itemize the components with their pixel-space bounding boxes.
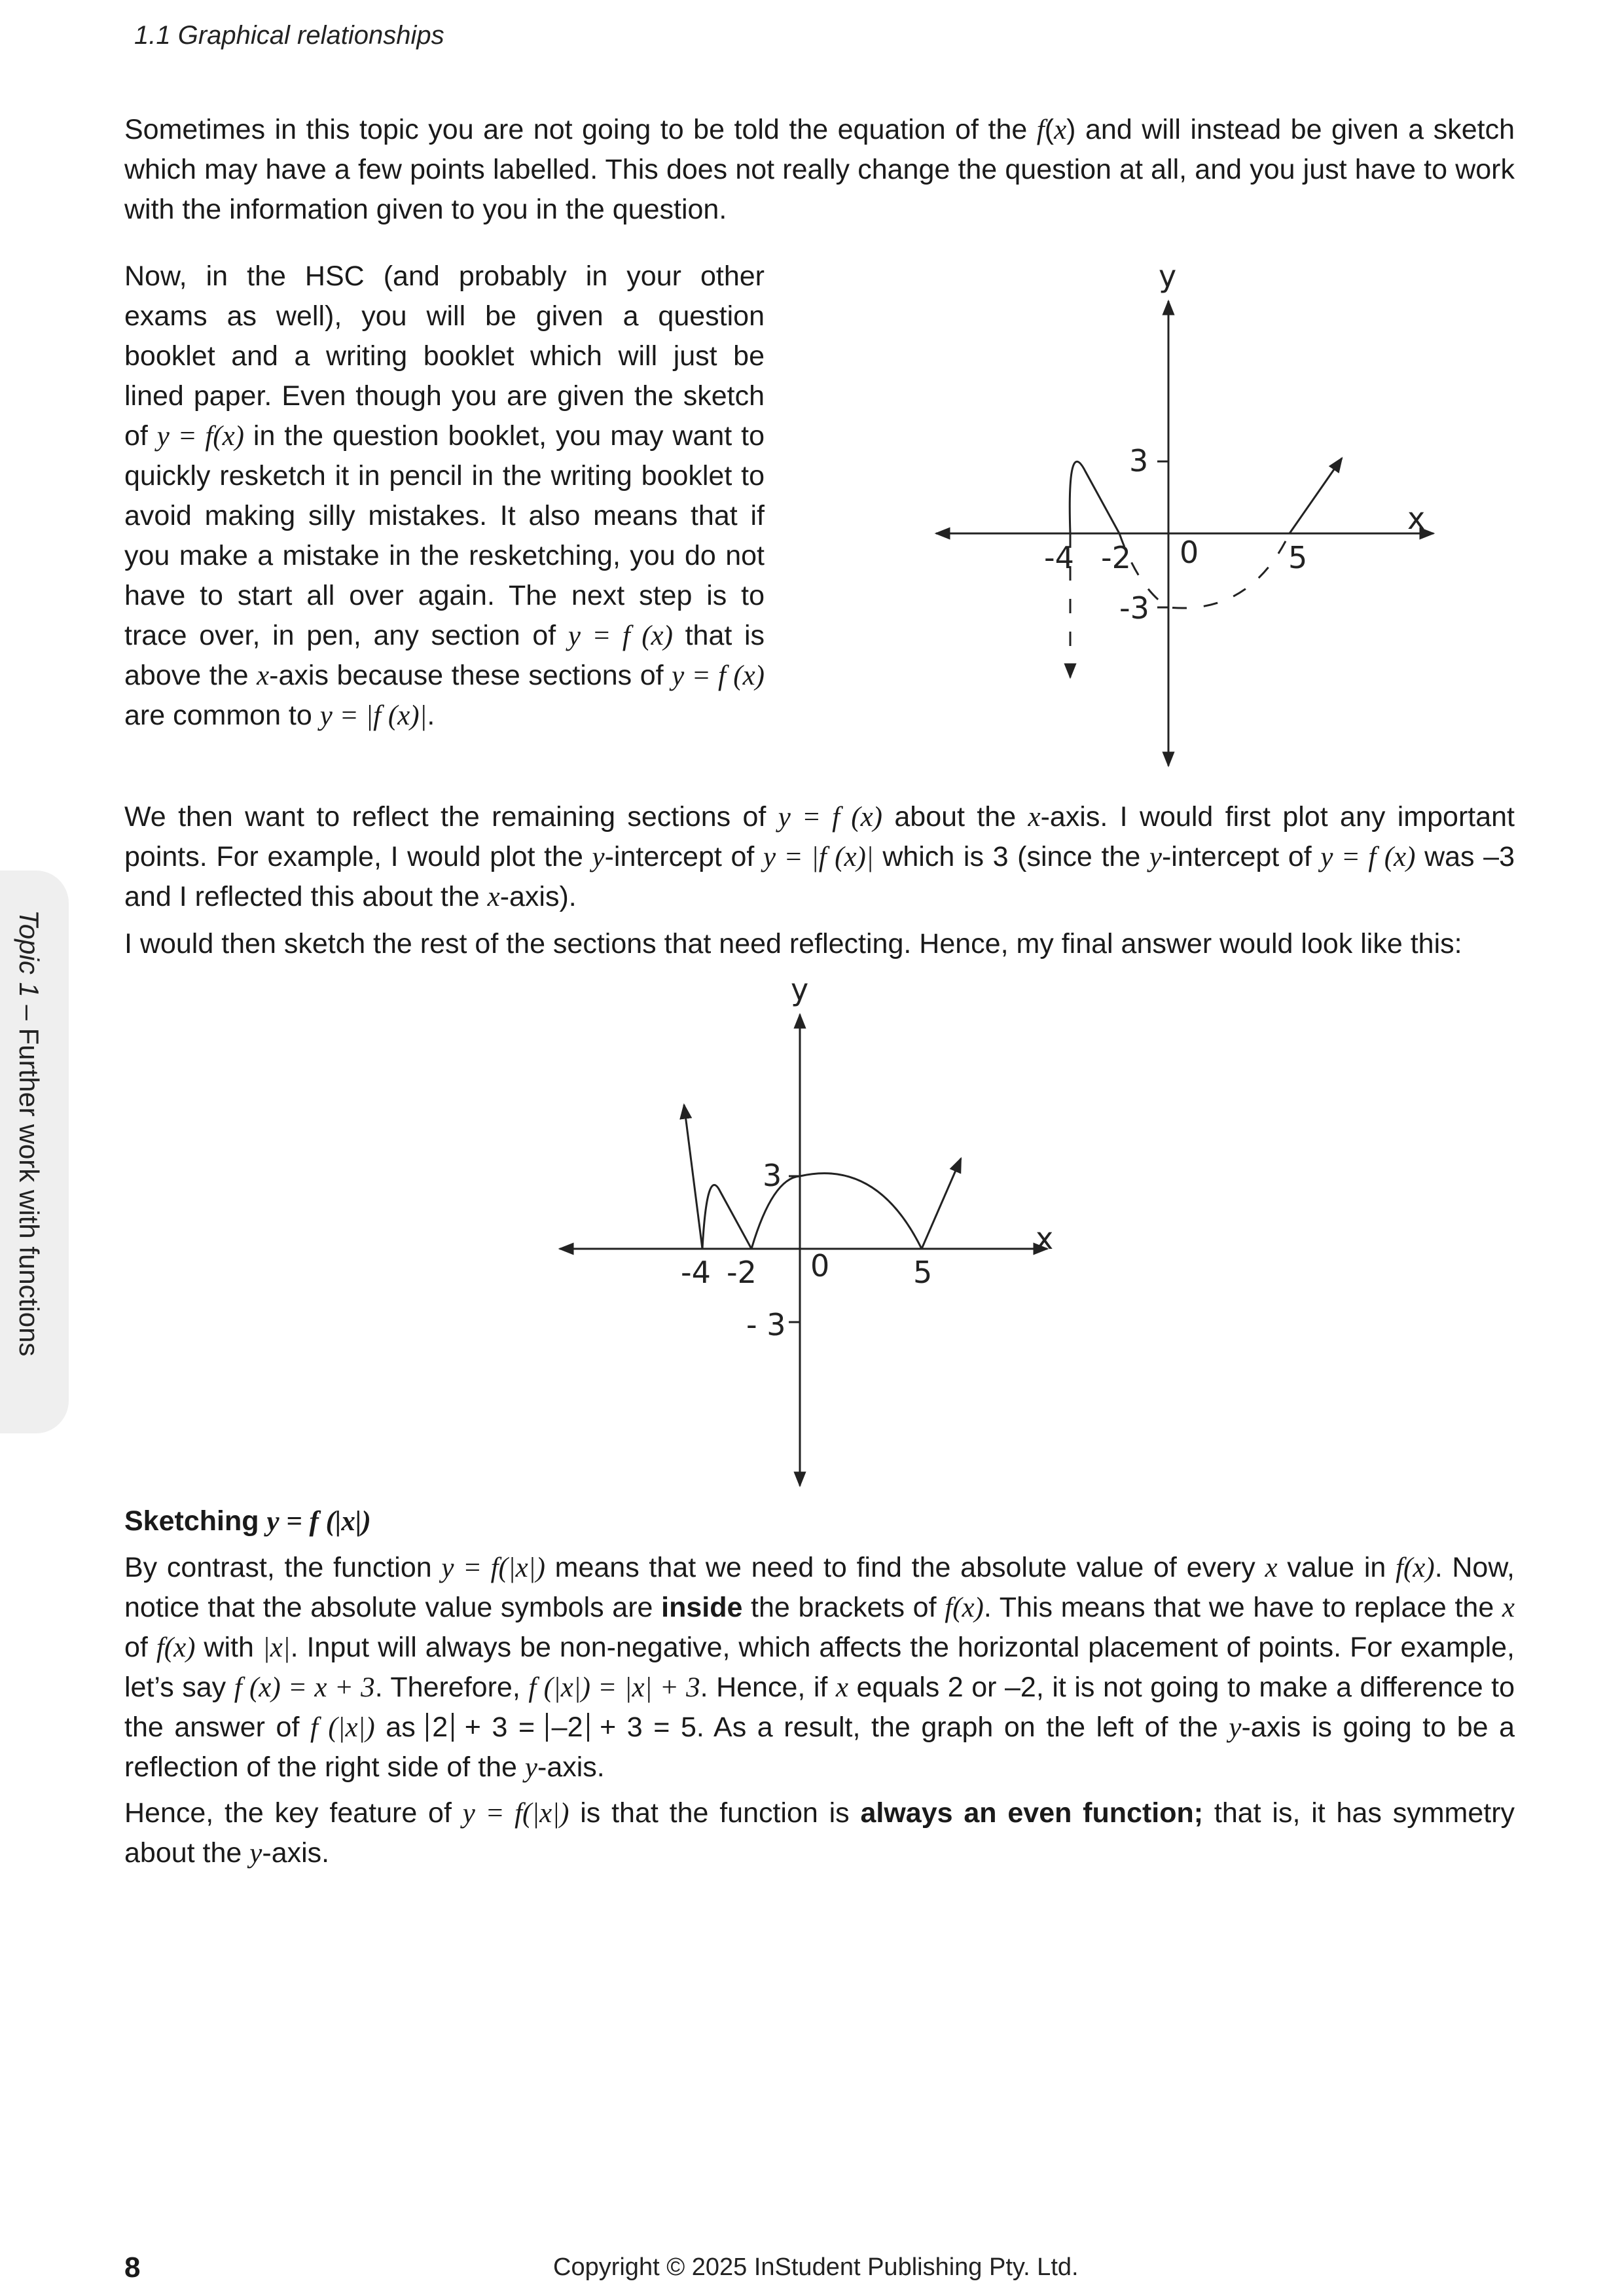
- f-abs-x-paragraph: By contrast, the function y = f(|x|) means that we need to find the absolute value of every x value in f(x). Now, notice that the absolute value symbols are inside the brackets of f(x). This means that we have to replace the x of f(x) with |x|. Input will always be non-negative, which affects the horizontal placement of points. For example, let’s say f (x) = x + 3. Therefore, f (|x|) = |x| + 3. Hence, if x equals 2 or –2, it is not going to make a difference to the answer of f (|x|) as 2 + 3 = –2 + 3 = 5. As a result, the graph on the left of the y-axis is going to be a reflection of the right side of the y-axis.: [124, 1552, 1515, 1783]
- final-answer-paragraph: I would then sketch the rest of the sections that need reflecting. Hence, my final answer would look like this:: [124, 928, 1462, 960]
- even-function-paragraph: Hence, the key feature of y = f(|x|) is that the function is always an even function; that is, it has symmetry about the y-axis.: [124, 1797, 1515, 1869]
- graph2-tick-neg2: -2: [727, 1255, 757, 1290]
- topic-side-label: Topic 1 – Further work with functions: [14, 910, 45, 1357]
- reflect-paragraph: We then want to reflect the remaining sections of y = f (x) about the x-axis. I would first plot any important points. For example, I would plot the y-intercept of y = |f (x)| which is 3 (since the y-intercept of y = f (x) was –3 and I reflected this about the x-axis).: [124, 801, 1515, 912]
- graph2-tick-5: 5: [913, 1255, 933, 1290]
- graph1-y-label: y: [1159, 259, 1177, 294]
- graph1-tick-neg4: -4: [1044, 540, 1074, 575]
- graph2-tick-3: 3: [763, 1158, 782, 1193]
- graph1-tick-neg3: -3: [1119, 590, 1149, 626]
- running-header: 1.1 Graphical relationships: [134, 21, 444, 50]
- graph-abs-f-of-x: [550, 969, 1093, 1499]
- graph2-tick-neg3: - 3: [746, 1307, 786, 1342]
- graph2-x-label: x: [1036, 1221, 1054, 1256]
- graph1-tick-5: 5: [1288, 540, 1308, 575]
- graph1-tick-0: 0: [1180, 535, 1199, 570]
- graph1-tick-neg2: -2: [1101, 540, 1131, 575]
- resketch-paragraph: Now, in the HSC (and probably in your other exams as well), you will be given a question booklet and a writing booklet which will just be lined paper. Even though you are given the sketch of y = f(x) in the question booklet, you may want to quickly resketch it in pencil in the writing booklet to avoid making silly mistakes. It also means that if you make a mistake in the resketching, you do not have to start all over again. The next step is to trace over, in pen, any section of y = f (x) that is above the x-axis because these sections of y = f (x) are common to y = |f (x)|.: [124, 260, 765, 731]
- intro-paragraph: Sometimes in this topic you are not going to be told the equation of the f(x) and will instead be given a sketch which may have a few points labelled. This does not really change the question at all, and you just have to work with the information given to you in the question.: [124, 114, 1515, 225]
- graph1-tick-3: 3: [1129, 443, 1149, 478]
- graph-f-of-x: [910, 249, 1453, 785]
- copyright-footer: Copyright © 2025 InStudent Publishing Pty. Ltd.: [553, 2253, 1079, 2281]
- graph2-y-label: y: [791, 972, 809, 1007]
- section-heading: Sketching y = f (|x|): [124, 1505, 371, 1537]
- graph2-tick-neg4: -4: [681, 1255, 711, 1290]
- page-number: 8: [124, 2251, 141, 2284]
- graph1-x-label: x: [1407, 501, 1426, 536]
- graph2-tick-0: 0: [810, 1248, 830, 1283]
